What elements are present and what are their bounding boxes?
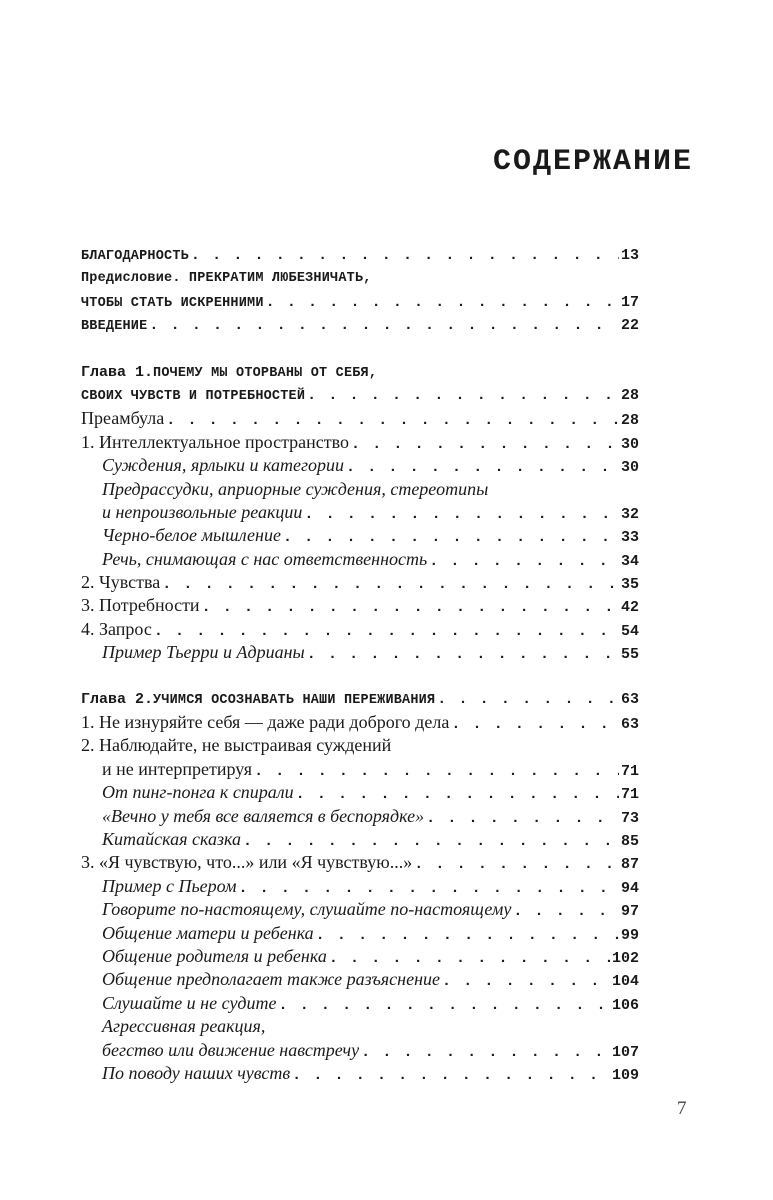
toc-entry[interactable] bbox=[81, 407, 639, 430]
dot-leader bbox=[305, 384, 619, 407]
toc-entry-label: ПОЧЕМУ МЫ ОТОРВАНЫ ОТ СЕБЯ, bbox=[153, 365, 378, 381]
toc-entry-chapter-1[interactable] bbox=[81, 361, 639, 384]
toc-entry-label: 1. Не изнуряйте себя — даже ради доброго дела bbox=[81, 712, 450, 733]
toc-entry-label: От пинг-понга к спирали bbox=[102, 782, 294, 803]
toc-subentry[interactable] bbox=[81, 828, 639, 851]
toc-entry-label: Агрессивная реакция, bbox=[102, 1016, 266, 1037]
toc-subentry[interactable] bbox=[81, 478, 639, 501]
dot-leader bbox=[427, 550, 619, 573]
dot-leader bbox=[200, 596, 619, 619]
chapter-prefix: Глава 1. bbox=[81, 363, 154, 381]
dot-leader bbox=[277, 994, 612, 1017]
dot-leader bbox=[359, 1041, 612, 1064]
toc-entry-label: Речь, снимающая с нас ответственность bbox=[102, 548, 428, 569]
dot-leader bbox=[152, 620, 619, 643]
toc-entry-page: 109 bbox=[611, 1066, 639, 1084]
toc-subentry[interactable] bbox=[81, 992, 639, 1015]
toc-subentry[interactable] bbox=[81, 945, 639, 968]
dot-leader bbox=[344, 456, 619, 479]
toc-subentry[interactable] bbox=[81, 922, 639, 945]
toc-entry-label: ЧТОБЫ СТАТЬ ИСКРЕННИМИ bbox=[81, 295, 264, 311]
toc-entry-page: 104 bbox=[611, 973, 639, 991]
toc-subentry[interactable] bbox=[81, 641, 639, 664]
toc-entry[interactable] bbox=[81, 571, 639, 594]
toc-entry-page: 32 bbox=[620, 505, 639, 523]
toc-entry-label: 3. Потребности bbox=[81, 595, 200, 616]
toc-entry-label: По поводу наших чувств bbox=[102, 1062, 291, 1083]
toc-entry-page: 63 bbox=[620, 716, 639, 734]
toc-subentry[interactable] bbox=[81, 1015, 639, 1038]
toc-entry-label: ВВЕДЕНИЕ bbox=[81, 319, 148, 335]
toc-subentry[interactable] bbox=[81, 805, 639, 828]
toc-entry-cont[interactable] bbox=[81, 758, 639, 781]
toc-entry-preface-cont[interactable] bbox=[81, 291, 639, 314]
toc-entry-page: 63 bbox=[620, 690, 639, 708]
contents-heading: СОДЕРЖАНИЕ bbox=[492, 145, 693, 179]
dot-leader bbox=[511, 900, 619, 923]
dot-leader bbox=[305, 643, 619, 666]
toc-subentry[interactable] bbox=[81, 781, 639, 804]
toc-entry-page: 71 bbox=[620, 786, 639, 804]
toc-entry[interactable] bbox=[81, 734, 639, 757]
dot-leader bbox=[252, 760, 619, 783]
toc-entry-label: Преамбула bbox=[81, 408, 165, 429]
toc-entry-label: 2. Чувства bbox=[81, 572, 161, 593]
toc-entry-page: 22 bbox=[620, 317, 639, 335]
dot-leader bbox=[412, 853, 619, 876]
toc-entry-label: 1. Интеллектуальное пространство bbox=[81, 431, 350, 452]
toc-entry-label: и непроизвольные реакции bbox=[102, 501, 303, 522]
toc-entry-page: 28 bbox=[620, 412, 639, 430]
dot-leader bbox=[302, 503, 619, 526]
toc-entry-page: 42 bbox=[620, 599, 639, 617]
toc-entry-label: 3. «Я чувствую, что...» или «Я чувствую...» bbox=[81, 852, 413, 873]
toc-entry-introduction[interactable] bbox=[81, 314, 639, 337]
toc-entry-page: 30 bbox=[620, 459, 639, 477]
toc-entry-page: 85 bbox=[620, 832, 639, 850]
toc-entry-label: 2. Наблюдайте, не выстраивая суждений bbox=[81, 735, 392, 756]
toc-entry-page: 34 bbox=[620, 552, 639, 570]
toc-entry[interactable] bbox=[81, 594, 639, 617]
toc-entry-label: БЛАГОДАРНОСТЬ bbox=[81, 249, 189, 264]
toc-entry-page: 97 bbox=[620, 903, 639, 921]
toc-entry-label: «Вечно у тебя все валяется в беспорядке» bbox=[102, 805, 425, 826]
dot-leader bbox=[440, 970, 612, 993]
toc-entry-label: 4. Запрос bbox=[81, 618, 152, 639]
toc-entry-page: 73 bbox=[620, 809, 639, 827]
toc-subentry[interactable] bbox=[81, 454, 639, 477]
dot-leader bbox=[327, 947, 612, 970]
toc-subentry[interactable] bbox=[81, 501, 639, 524]
toc-entry-page: 106 bbox=[611, 996, 639, 1014]
toc-subentry[interactable] bbox=[81, 875, 639, 898]
toc-entry-page: 102 bbox=[611, 949, 639, 967]
toc-subentry[interactable] bbox=[81, 548, 639, 571]
toc-entry-page: 33 bbox=[620, 529, 639, 547]
toc-entry-label: Общение родителя и ребенка bbox=[102, 945, 327, 966]
toc-entry-chapter-2[interactable] bbox=[81, 688, 639, 711]
toc-entry-label: Общение матери и ребенка bbox=[102, 922, 314, 943]
toc-entry-label: Китайская сказка bbox=[102, 828, 241, 849]
toc-entry-page: 87 bbox=[620, 856, 639, 874]
toc-entry-page: 55 bbox=[620, 646, 639, 664]
toc-entry-label: и не интерпретируя bbox=[102, 758, 253, 779]
toc-entry-label: Общение предполагает также разъяснение bbox=[102, 969, 440, 990]
dot-leader bbox=[236, 877, 619, 900]
table-of-contents bbox=[81, 244, 639, 1085]
toc-entry-page: 28 bbox=[620, 386, 639, 404]
dot-leader bbox=[424, 807, 619, 830]
toc-entry-preface[interactable] bbox=[81, 267, 639, 290]
dot-leader bbox=[449, 713, 619, 736]
toc-entry[interactable] bbox=[81, 431, 639, 454]
toc-subentry[interactable] bbox=[81, 1039, 639, 1062]
toc-entry-label: Пример Тьерри и Адрианы bbox=[102, 642, 305, 663]
toc-entry-label: Пример с Пьером bbox=[102, 875, 237, 896]
dot-leader bbox=[349, 433, 619, 456]
toc-entry-page: 35 bbox=[620, 576, 639, 594]
toc-entry-page: 17 bbox=[620, 293, 639, 311]
toc-entry-label: Слушайте и не судите bbox=[102, 992, 277, 1013]
toc-subentry[interactable] bbox=[81, 524, 639, 547]
toc-entry-page: 94 bbox=[620, 879, 639, 897]
dot-leader bbox=[241, 830, 619, 853]
toc-entry-page: 107 bbox=[611, 1043, 639, 1061]
dot-leader bbox=[290, 1064, 612, 1087]
toc-entry-label: Предрассудки, априорные суждения, стереотипы bbox=[102, 478, 489, 499]
toc-entry-page: 99 bbox=[620, 926, 639, 944]
page-number: 7 bbox=[677, 1098, 687, 1119]
toc-entry-page: 71 bbox=[620, 762, 639, 780]
toc-entry-label: Суждения, ярлыки и категории bbox=[102, 455, 345, 476]
toc-entry-page: 54 bbox=[620, 622, 639, 640]
toc-entry-chapter-1-cont[interactable] bbox=[81, 384, 639, 407]
dot-leader bbox=[264, 291, 619, 314]
toc-subentry[interactable] bbox=[81, 898, 639, 921]
dot-leader bbox=[164, 409, 619, 432]
dot-leader bbox=[189, 244, 619, 267]
toc-subentry[interactable] bbox=[81, 968, 639, 991]
toc-entry-page: 13 bbox=[620, 247, 639, 264]
dot-leader bbox=[160, 573, 619, 596]
chapter-prefix: Глава 2. bbox=[81, 690, 154, 708]
toc-entry[interactable] bbox=[81, 711, 639, 734]
toc-entry-label: УЧИМСЯ ОСОЗНАВАТЬ НАШИ ПЕРЕЖИВАНИЯ bbox=[153, 692, 436, 708]
toc-subentry[interactable] bbox=[81, 1062, 639, 1085]
toc-entry-label: Черно-белое мышление bbox=[102, 525, 281, 546]
toc-entry-page: 30 bbox=[620, 435, 639, 453]
toc-entry-label: Предисловие. ПРЕКРАТИМ ЛЮБЕЗНИЧАТЬ, bbox=[81, 271, 372, 287]
toc-entry-label: бегство или движение навстречу bbox=[102, 1039, 360, 1060]
toc-entry[interactable] bbox=[81, 618, 639, 641]
toc-entry-label: Говорите по-настоящему, слушайте по-настоящему bbox=[102, 899, 512, 920]
dot-leader bbox=[314, 924, 619, 947]
dot-leader bbox=[435, 688, 619, 711]
dot-leader bbox=[147, 314, 619, 337]
toc-entry[interactable] bbox=[81, 851, 639, 874]
toc-entry-label: СВОИХ ЧУВСТВ И ПОТРЕБНОСТЕЙ bbox=[81, 388, 306, 404]
dot-leader bbox=[281, 526, 619, 549]
dot-leader bbox=[294, 783, 619, 806]
toc-entry-acknowledgements[interactable] bbox=[81, 244, 639, 267]
